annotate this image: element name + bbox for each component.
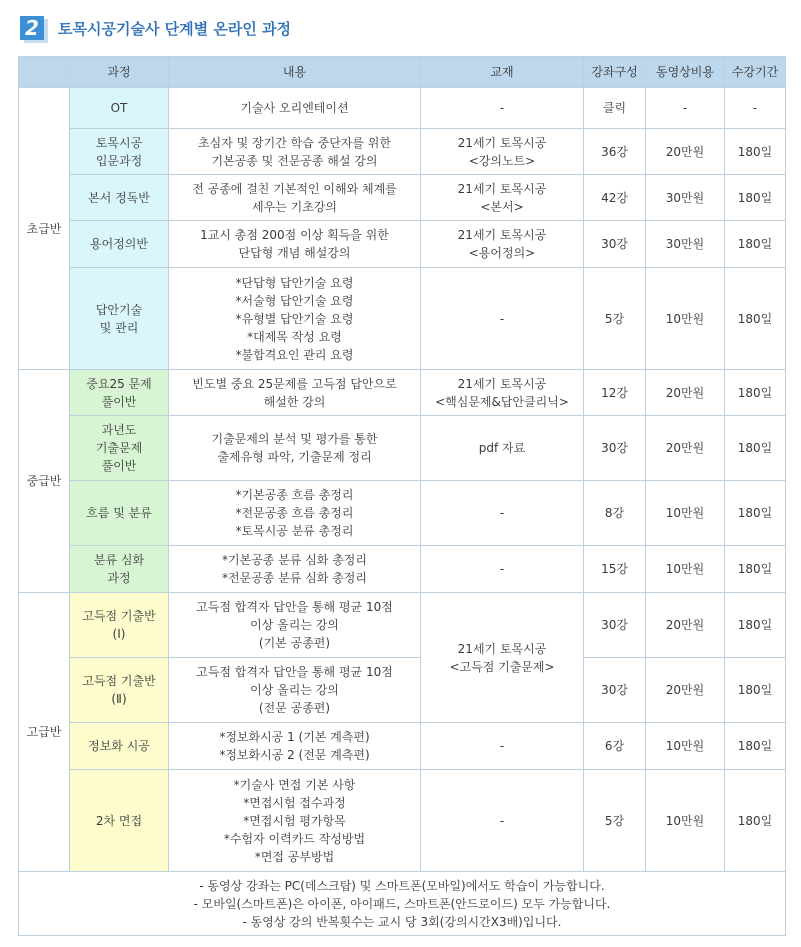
table-row bbox=[19, 723, 786, 770]
book-cell: - bbox=[421, 481, 584, 546]
level-advanced: 고급반 bbox=[19, 593, 70, 872]
content-cell: 고득점 합격자 답안을 통해 평균 10점 이상 올리는 강의 (기본 공종편) bbox=[169, 593, 421, 658]
cost-cell: 20만원 bbox=[646, 416, 725, 481]
cost-cell: 20만원 bbox=[646, 129, 725, 175]
course-cell[interactable]: 용어정의반 bbox=[70, 221, 169, 268]
period-cell: 180일 bbox=[725, 723, 786, 770]
book-cell: - bbox=[421, 546, 584, 593]
course-cell[interactable]: 흐름 및 분류 bbox=[70, 481, 169, 546]
content-cell: 전 공종에 걸친 기본적인 이해와 체계를 세우는 기초강의 bbox=[169, 175, 421, 221]
period-cell: 180일 bbox=[725, 370, 786, 416]
lectures-cell: 36강 bbox=[584, 129, 646, 175]
lectures-cell: 6강 bbox=[584, 723, 646, 770]
table-row bbox=[19, 546, 786, 593]
lectures-cell: 30강 bbox=[584, 658, 646, 723]
content-cell: *정보화시공 1 (기본 계측편) *정보화시공 2 (전문 계측편) bbox=[169, 723, 421, 770]
course-cell[interactable]: 2차 면접 bbox=[70, 770, 169, 872]
course-cell[interactable]: 중요25 문제 풀이반 bbox=[70, 370, 169, 416]
lectures-cell: 30강 bbox=[584, 416, 646, 481]
book-cell: 21세기 토목시공 <강의노트> bbox=[421, 129, 584, 175]
course-cell[interactable]: 정보화 시공 bbox=[70, 723, 169, 770]
lectures-cell: 8강 bbox=[584, 481, 646, 546]
cost-cell: 10만원 bbox=[646, 723, 725, 770]
cost-cell: 30만원 bbox=[646, 175, 725, 221]
table-row bbox=[19, 658, 786, 723]
header-period: 수강기간 bbox=[725, 57, 786, 88]
book-cell: - bbox=[421, 723, 584, 770]
book-cell: pdf 자료 bbox=[421, 416, 584, 481]
table-row bbox=[19, 593, 786, 658]
lectures-cell: 12강 bbox=[584, 370, 646, 416]
cost-cell: 20만원 bbox=[646, 658, 725, 723]
section-number-badge: 2 bbox=[20, 16, 44, 40]
header-cost: 동영상비용 bbox=[646, 57, 725, 88]
header-course: 과정 bbox=[70, 57, 169, 88]
lectures-cell: 42강 bbox=[584, 175, 646, 221]
course-cell[interactable]: OT bbox=[70, 88, 169, 129]
course-cell[interactable]: 고득점 기출반 (Ⅰ) bbox=[70, 593, 169, 658]
lectures-cell: 30강 bbox=[584, 221, 646, 268]
cost-cell: 10만원 bbox=[646, 268, 725, 370]
period-cell: - bbox=[725, 88, 786, 129]
course-table bbox=[18, 56, 786, 936]
content-cell: *단답형 답안기술 요령 *서술형 답안기술 요령 *유형별 답안기술 요령 *대제목 작성 요령 *불합격요인 관리 요령 bbox=[169, 268, 421, 370]
table-row bbox=[19, 129, 786, 175]
period-cell: 180일 bbox=[725, 221, 786, 268]
table-row bbox=[19, 175, 786, 221]
course-cell[interactable]: 토목시공 입문과정 bbox=[70, 129, 169, 175]
content-cell: *기술사 면접 기본 사항 *면접시험 접수과정 *면접시험 평가항목 *수험자 이력카드 작성방법 *면접 공부방법 bbox=[169, 770, 421, 872]
note-line: - 모바일(스마트폰)은 아이폰, 아이패드, 스마트폰(안드로이드) 모두 가능합니다. bbox=[193, 896, 611, 911]
course-cell[interactable]: 본서 정독반 bbox=[70, 175, 169, 221]
period-cell: 180일 bbox=[725, 658, 786, 723]
course-cell[interactable]: 고득점 기출반 (Ⅱ) bbox=[70, 658, 169, 723]
course-cell[interactable]: 과년도 기출문제 풀이반 bbox=[70, 416, 169, 481]
header-level bbox=[19, 57, 70, 88]
period-cell: 180일 bbox=[725, 546, 786, 593]
cost-cell: 20만원 bbox=[646, 593, 725, 658]
course-cell[interactable]: 분류 심화 과정 bbox=[70, 546, 169, 593]
book-cell: - bbox=[421, 88, 584, 129]
lectures-cell[interactable]: 클릭 bbox=[584, 88, 646, 129]
notes-cell bbox=[19, 872, 786, 936]
period-cell: 180일 bbox=[725, 481, 786, 546]
content-cell: 고득점 합격자 답안을 통해 평균 10점 이상 올리는 강의 (전문 공종편) bbox=[169, 658, 421, 723]
content-cell: 기술사 오리엔테이션 bbox=[169, 88, 421, 129]
period-cell: 180일 bbox=[725, 593, 786, 658]
period-cell: 180일 bbox=[725, 129, 786, 175]
book-cell: 21세기 토목시공 <용어정의> bbox=[421, 221, 584, 268]
table-row bbox=[19, 370, 786, 416]
content-cell: 1교시 총점 200점 이상 획득을 위한 단답형 개념 해설강의 bbox=[169, 221, 421, 268]
note-line: - 동영상 강좌는 PC(데스크탑) 및 스마트폰(모바일)에서도 학습이 가능합니다. bbox=[199, 878, 605, 893]
table-row bbox=[19, 770, 786, 872]
lectures-cell: 5강 bbox=[584, 268, 646, 370]
table-row bbox=[19, 88, 786, 129]
content-cell: 기출문제의 분석 및 평가를 통한 출제유형 파악, 기출문제 정리 bbox=[169, 416, 421, 481]
table-row bbox=[19, 221, 786, 268]
cost-cell: 20만원 bbox=[646, 370, 725, 416]
header-content: 내용 bbox=[169, 57, 421, 88]
book-cell: - bbox=[421, 770, 584, 872]
section-header bbox=[20, 14, 291, 42]
lectures-cell: 5강 bbox=[584, 770, 646, 872]
cost-cell: 10만원 bbox=[646, 546, 725, 593]
book-cell: 21세기 토목시공 <고득점 기출문제> bbox=[421, 593, 584, 723]
lectures-cell: 15강 bbox=[584, 546, 646, 593]
section-title: 토목시공기술사 단계별 온라인 과정 bbox=[58, 19, 292, 38]
table-header-row bbox=[19, 57, 786, 88]
cost-cell: 30만원 bbox=[646, 221, 725, 268]
book-cell: 21세기 토목시공 <핵심문제&답안클리닉> bbox=[421, 370, 584, 416]
lectures-cell: 30강 bbox=[584, 593, 646, 658]
table-row bbox=[19, 481, 786, 546]
period-cell: 180일 bbox=[725, 175, 786, 221]
book-cell: - bbox=[421, 268, 584, 370]
course-cell[interactable]: 답안기술 및 관리 bbox=[70, 268, 169, 370]
note-line: - 동영상 강의 반복횟수는 교시 당 3회(강의시간X3배)입니다. bbox=[242, 914, 562, 929]
level-intermediate: 중급반 bbox=[19, 370, 70, 593]
table-row bbox=[19, 268, 786, 370]
cost-cell: 10만원 bbox=[646, 481, 725, 546]
content-cell: 빈도별 중요 25문제를 고득점 답안으로 해설한 강의 bbox=[169, 370, 421, 416]
period-cell: 180일 bbox=[725, 268, 786, 370]
content-cell: *기본공종 분류 심화 총정리 *전문공종 분류 심화 총정리 bbox=[169, 546, 421, 593]
period-cell: 180일 bbox=[725, 770, 786, 872]
cost-cell: 10만원 bbox=[646, 770, 725, 872]
notes-row bbox=[19, 872, 786, 936]
book-cell: 21세기 토목시공 <본서> bbox=[421, 175, 584, 221]
content-cell: 초심자 및 장기간 학습 중단자를 위한 기본공종 및 전문공종 해설 강의 bbox=[169, 129, 421, 175]
table-row bbox=[19, 416, 786, 481]
header-lectures: 강좌구성 bbox=[584, 57, 646, 88]
cost-cell: - bbox=[646, 88, 725, 129]
content-cell: *기본공종 흐름 총정리 *전문공종 흐름 총정리 *토목시공 분류 총정리 bbox=[169, 481, 421, 546]
period-cell: 180일 bbox=[725, 416, 786, 481]
level-beginner: 초급반 bbox=[19, 88, 70, 370]
header-book: 교재 bbox=[421, 57, 584, 88]
